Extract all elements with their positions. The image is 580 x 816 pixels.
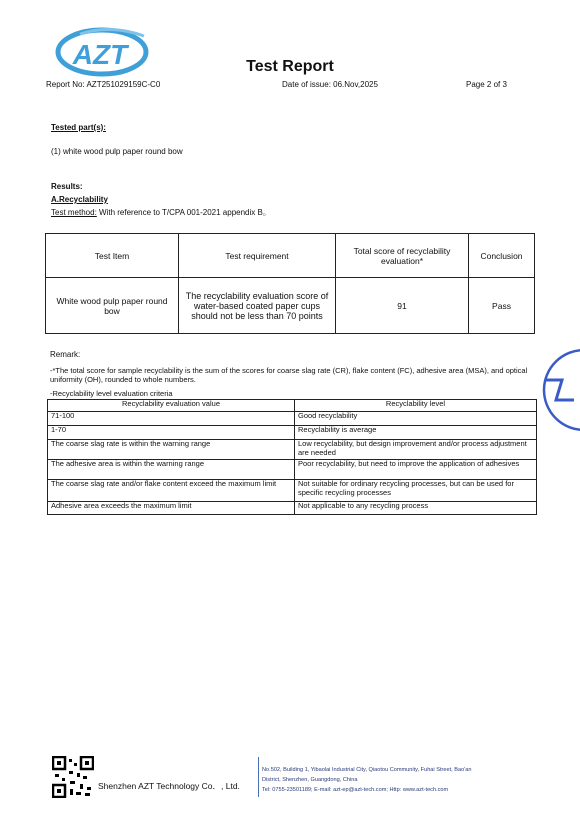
company-stamp [540,340,580,440]
logo-text: AZT [72,39,128,70]
table-cell: Pass [469,278,535,334]
table-row [48,502,537,515]
table-cell: Good recyclability [295,412,537,426]
stamp-mark [546,380,574,400]
test-method-label: Test method: [51,208,97,217]
table-cell: The coarse slag rate is within the warning range [48,440,295,460]
table-cell: 71-100 [48,412,295,426]
table-cell: Recyclability is average [295,426,537,440]
table-cell: The adhesive area is within the warning range [48,460,295,480]
results-table [45,233,535,334]
criteria-label: -Recyclability level evaluation criteria [50,389,173,398]
table-cell: Not suitable for ordinary recycling processes, but can be used for specific recycling processes [295,480,537,502]
remark-note: -*The total score for sample recyclability is the sum of the scores for coarse slag rate (CR), flake content (FC), adhesive area (MSA), and optical uniformity (OH), rounded to whole numbers. [50,366,528,384]
table-cell: White wood pulp paper round bow [46,278,179,334]
tested-part-item: (1) white wood pulp paper round bow [51,147,183,156]
table-cell: The coarse slag rate and/or flake content exceed the maximum limit [48,480,295,502]
table-cell: 1-70 [48,426,295,440]
azt-logo [50,22,150,86]
header-cell: Recyclability evaluation value [48,400,295,412]
report-title: Test Report [246,58,334,75]
issue-date: Date of issue: 06.Nov,2025 [282,80,378,89]
remark-label: Remark: [50,350,81,359]
tested-parts-heading: Tested part(s): [51,123,106,132]
table-row [48,426,537,440]
report-number: Report No: AZT251029159C-C0 [46,80,161,89]
test-method [51,207,271,218]
table-cell: Low recyclability, but design improvement and/or process adjustment are needed [295,440,537,460]
table-row [48,412,537,426]
contact-line: Tel: 0755-23501189; E-mail: azt-ep@azt-tech.com; Http: www.azt-tech.com [262,787,449,793]
table-cell: The recyclability evaluation score of water-based coated paper cups should not be less than 70 points [179,278,336,334]
address-line-1: No.502, Building 1, Yibaolai Industrial City, Qiaotou Community, Fuhai Street, Bao'an [262,767,472,773]
section-title: A.Recyclability [51,195,108,204]
footer-divider [258,757,259,797]
criteria-table-header [48,400,537,412]
table-cell: 91 [336,278,469,334]
table-cell: Poor recyclability, but need to improve the application of adhesives [295,460,537,480]
table-cell: Not applicable to any recycling process [295,502,537,515]
table-row [48,460,537,480]
table-row [46,278,535,334]
company-name: Shenzhen AZT Technology Co．, Ltd. [98,781,240,791]
results-heading: Results: [51,182,83,191]
results-table-header [46,234,535,278]
table-row [48,440,537,460]
header-cell: Recyclability level [295,400,537,412]
criteria-table [47,399,537,515]
header-cell: Total score of recyclability evaluation* [336,234,469,278]
table-row [48,480,537,502]
header-cell: Test requirement [179,234,336,278]
test-method-text: With reference to T/CPA 001-2021 appendix B。 [96,208,271,217]
address-line-2: District, Shenzhen, Guangdong, China [262,777,358,783]
page-number: Page 2 of 3 [466,80,507,89]
header-cell: Conclusion [469,234,535,278]
table-cell: Adhesive area exceeds the maximum limit [48,502,295,515]
company-address [262,765,532,795]
header-cell: Test Item [46,234,179,278]
stamp-ring [544,350,580,430]
qr-code [52,756,94,798]
